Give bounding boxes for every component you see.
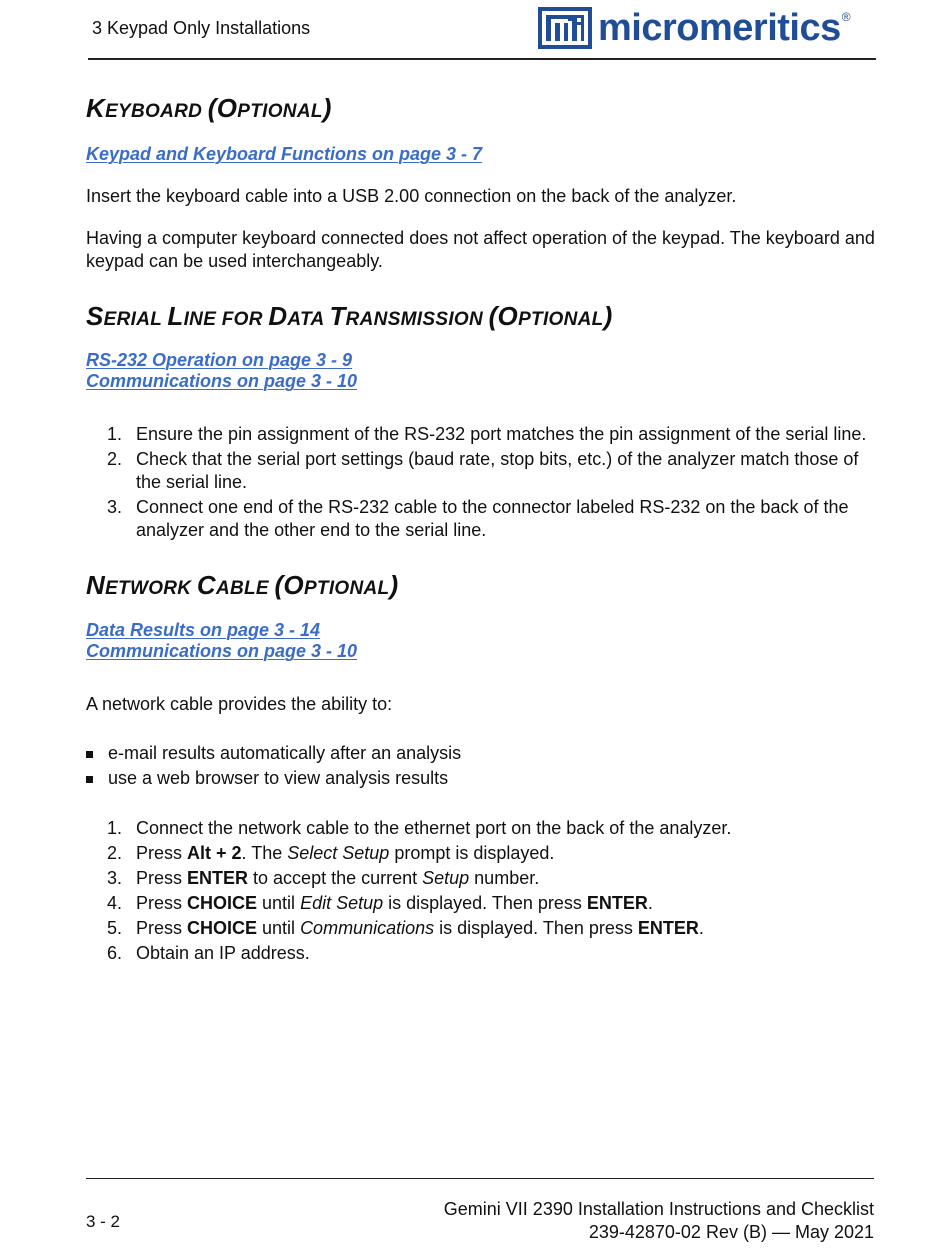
- heading-network-cable: NETWORK CABLE (OPTIONAL): [86, 570, 399, 600]
- list-item: e-mail results automatically after an analysis: [86, 742, 876, 765]
- list-item: 5. Press CHOICE until Communications is displayed. Then press ENTER.: [107, 918, 704, 938]
- footer-doc-info: [444, 1198, 874, 1244]
- keyboard-paragraph-2: Having a computer keyboard connected does not affect operation of the keypad. The keyboard and keypad can be used interchangeably.: [86, 228, 875, 271]
- list-item: 2. Press Alt + 2. The Select Setup prompt is displayed.: [107, 843, 555, 863]
- bullet-square-icon: [86, 776, 93, 783]
- link-keypad-keyboard-functions[interactable]: Keypad and Keyboard Functions on page 3 - 7: [86, 144, 483, 164]
- network-steps-list: [86, 817, 876, 967]
- chapter-header: 3 Keypad Only Installations: [92, 18, 311, 38]
- header-divider: [88, 58, 876, 60]
- micromeritics-logo: [538, 7, 851, 51]
- list-item: 1. Connect the network cable to the ethernet port on the back of the analyzer.: [107, 818, 732, 838]
- list-item: 1. Ensure the pin assignment of the RS-232 port matches the pin assignment of the serial line.: [107, 424, 867, 444]
- keyboard-paragraph-1: Insert the keyboard cable into a USB 2.00 connection on the back of the analyzer.: [86, 186, 737, 206]
- page-number: 3 - 2: [86, 1212, 121, 1231]
- network-intro: A network cable provides the ability to:: [86, 694, 393, 714]
- list-item: 3. Press ENTER to accept the current Setup number.: [107, 868, 540, 888]
- list-item: use a web browser to view analysis results: [86, 767, 876, 790]
- mi-logo-icon: [538, 7, 592, 49]
- list-item: 3. Connect one end of the RS-232 cable to the connector labeled RS-232 on the back of the analyzer and the other end to the serial line.: [107, 497, 849, 540]
- link-rs232-operation[interactable]: RS-232 Operation on page 3 - 9: [86, 350, 353, 370]
- list-item: 6. Obtain an IP address.: [107, 943, 310, 963]
- registered-mark: ®: [841, 10, 851, 24]
- heading-keyboard: KEYBOARD (OPTIONAL): [86, 93, 332, 123]
- logo-wordmark: micromeritics: [598, 7, 841, 49]
- link-data-results[interactable]: Data Results on page 3 - 14: [86, 620, 321, 640]
- serial-steps-list: [86, 423, 886, 544]
- bullet-square-icon: [86, 751, 93, 758]
- footer-doc-rev: 239-42870-02 Rev (B) — May 2021: [588, 1222, 874, 1242]
- link-communications[interactable]: Communications on page 3 - 10: [86, 371, 358, 391]
- link-communications-2[interactable]: Communications on page 3 - 10: [86, 641, 358, 661]
- heading-serial-line: SERIAL LINE FOR DATA TRANSMISSION (OPTIONAL): [86, 301, 613, 331]
- list-item: 4. Press CHOICE until Edit Setup is displayed. Then press ENTER.: [107, 893, 653, 913]
- footer-doc-title: Gemini VII 2390 Installation Instructions and Checklist: [443, 1199, 874, 1219]
- list-item: 2. Check that the serial port settings (baud rate, stop bits, etc.) of the analyzer match those of the serial line.: [107, 449, 859, 492]
- network-bullets-list: [86, 742, 876, 792]
- footer-divider: [86, 1178, 874, 1179]
